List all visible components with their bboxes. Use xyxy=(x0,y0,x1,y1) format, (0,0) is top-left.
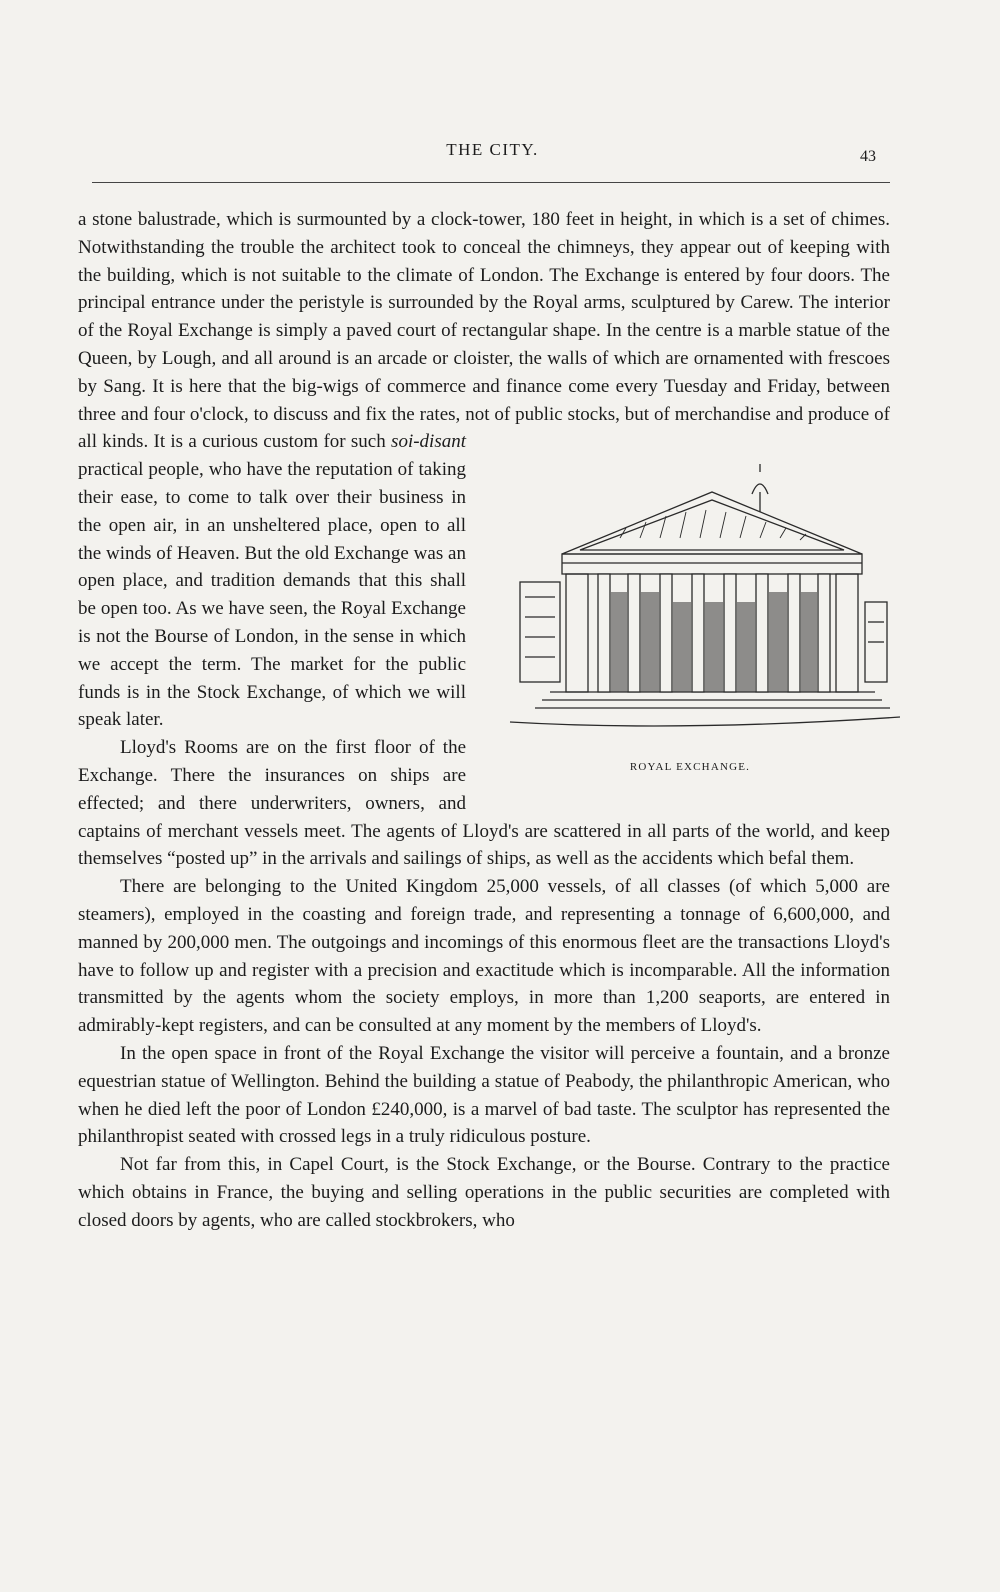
paragraph-1-text-b: practical people, who have the reputation of taking their ease, to come to talk over their business in the open air, in an unsheltered place, open to all the winds of Heaven. But the old Exchange was an open place, and tradition demands that this shall be open too. As we have seen, the Royal Exchange is not the Bourse of London, in the sense in which we accept the term. The market for the public funds is in the Stock Exchange, of which we will speak later. xyxy=(78,459,466,731)
running-title: THE CITY. xyxy=(446,140,539,159)
paragraph-1 xyxy=(78,206,890,774)
paragraph-3: There are belonging to the United Kingdom 25,000 vessels, of all classes (of which 5,000 are steamers), employed in the coasting and foreign trade, and representing a tonnage of 6,600,000, and manned by 200,000 men. The outgoings and incomings of this enormous fleet are the transactions Lloyd's have to follow up and register with a precision and exactitude which is incomparable. All the information transmitted by the agents whom the society employs, in more than 1,200 seaports, are entered in admirably-kept registers, and can be consulted at any moment by the members of Lloyd's. xyxy=(78,876,890,1037)
paragraph-2: Lloyd's Rooms are on the first floor of the Exchange. There the insurances on ships are effected; and there underwriters, owners, and captains of merchant vessels meet. The agents of Lloyd's are scattered in all parts of the world, and keep themselves “posted up” in the arrivals and sailings of ships, as well as the accidents which befal them. xyxy=(78,737,890,870)
figure-caption: ROYAL EXCHANGE. xyxy=(629,761,751,774)
body-text xyxy=(78,206,890,1234)
page-number: 43 xyxy=(860,148,876,165)
header-rule xyxy=(92,182,890,183)
royal-exchange-figure xyxy=(480,432,900,798)
paragraph-1-text-a: a stone balustrade, which is surmounted by a clock-tower, 180 feet in height, in which is a set of chimes. Notwithstanding the trouble the architect took to conceal the chimneys, they appear out of keeping with the building, which is not suitable to the climate of London. The Exchange is entered by four doors. The principal entrance under the peristyle is surrounded by the Royal arms, sculptured by Carew. The interior of the Royal Exchange is simply a paved court of rectangular shape. In the centre is a marble statue of the Queen, by Lough, and all around is an arcade or cloister, the walls of which are ornamented with frescoes by Sang. It is here that the big-wigs of commerce and finance come every Tuesday and Friday, between three and four o'clock, to discuss and fix the rates, not of public stocks, but of merchandise and produce of all kinds. It is a curious custom for such xyxy=(78,209,890,453)
paragraph-4: In the open space in front of the Royal Exchange the visitor will perceive a fountain, and a bronze equestrian statue of Wellington. Behind the building a statue of Peabody, the philanthropic American, who when he died left the poor of London £240,000, is a marvel of bad taste. The sculptor has represented the philanthropist seated with crossed legs in a truly ridiculous posture. xyxy=(78,1042,890,1148)
paragraph-5: Not far from this, in Capel Court, is the Stock Exchange, or the Bourse. Contrary to the practice which obtains in France, the buying and selling operations in the public securities are completed with closed doors by agents, who are called stockbrokers, who xyxy=(78,1154,890,1231)
royal-exchange-engraving xyxy=(480,432,900,742)
italic-phrase: soi-disant xyxy=(391,431,466,453)
pediment xyxy=(562,492,862,554)
entablature xyxy=(562,554,862,574)
